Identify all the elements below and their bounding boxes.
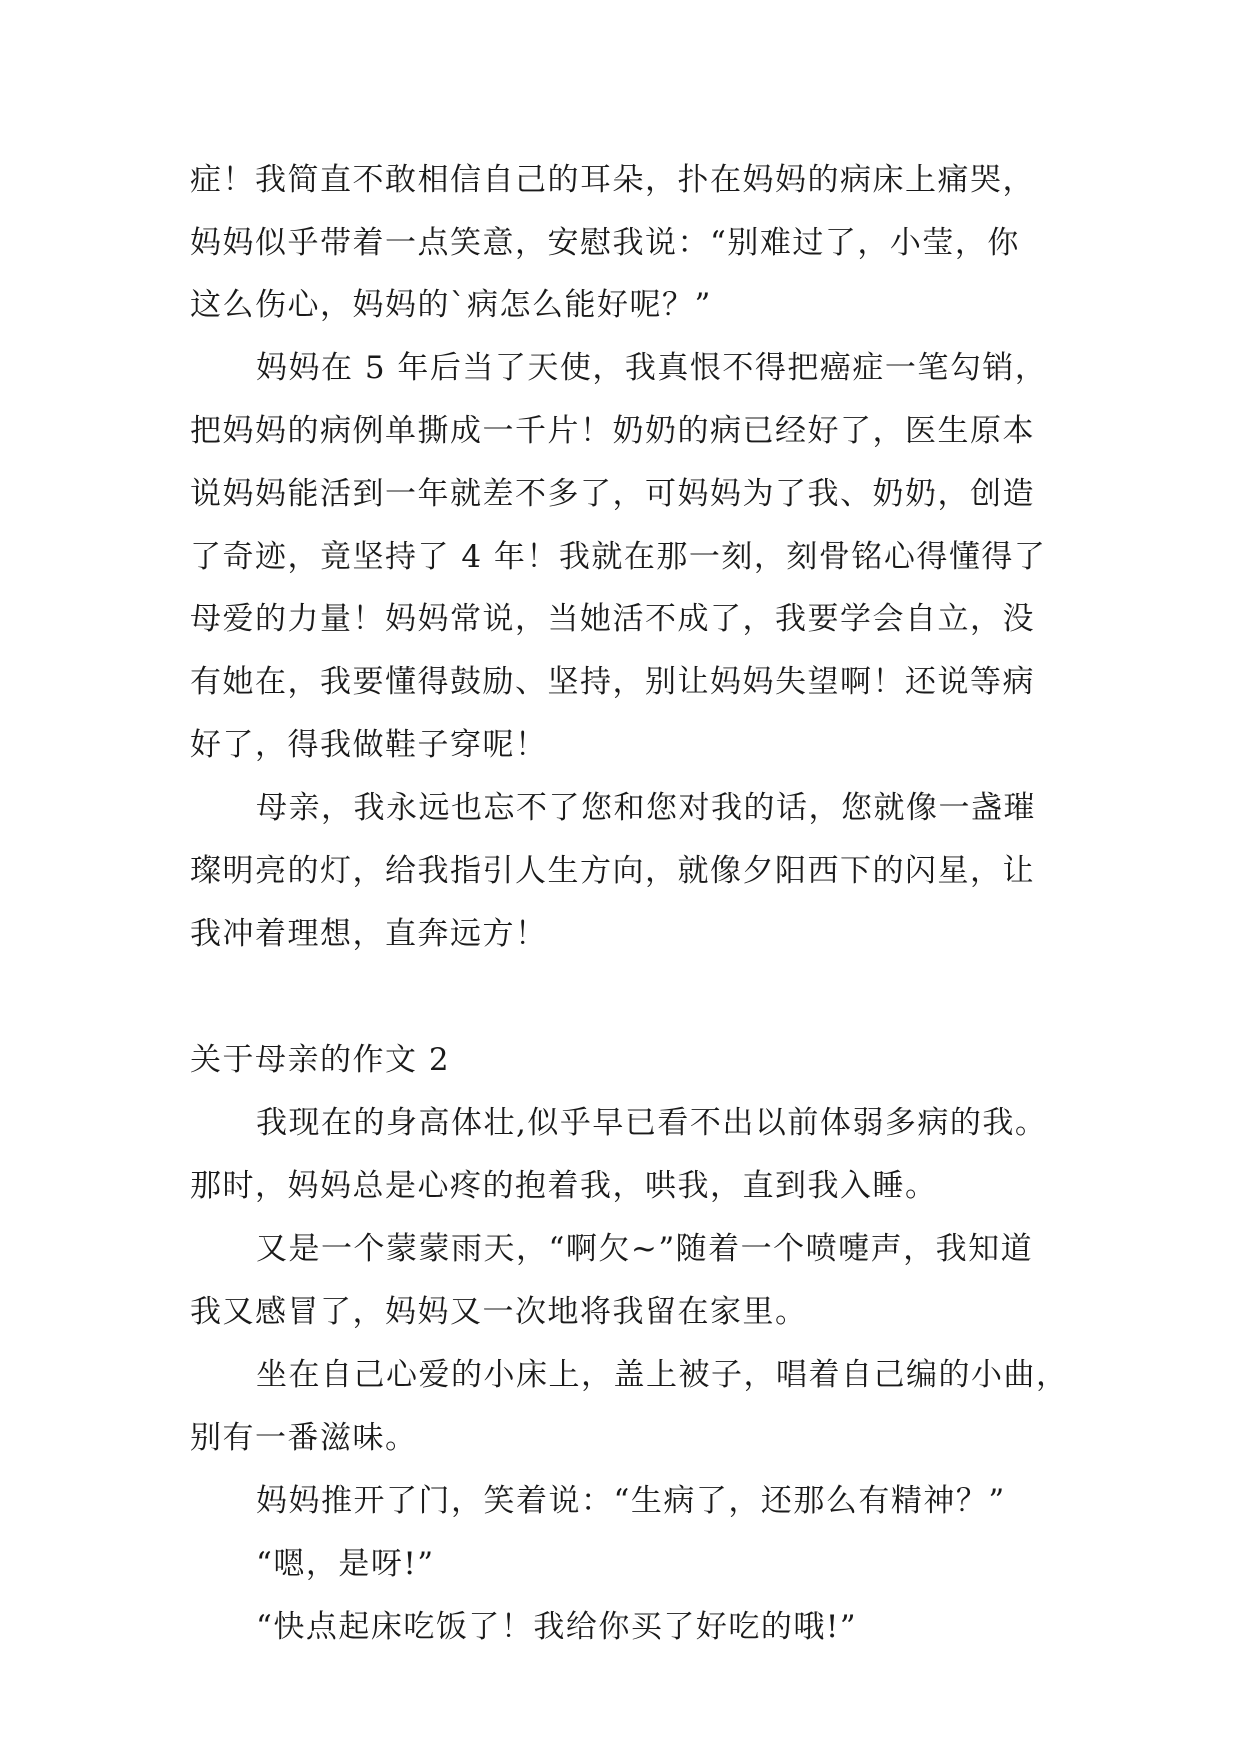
text-line: 说妈妈能活到一年就差不多了，可妈妈为了我、奶奶，创造 bbox=[190, 476, 1035, 512]
text-line: 母爱的力量！妈妈常说，当她活不成了，我要学会自立，没 bbox=[190, 601, 1035, 637]
text-line: 把妈妈的病例单撕成一千片！奶奶的病已经好了，医生原本 bbox=[190, 413, 1035, 449]
text-line: 那时，妈妈总是心疼的抱着我，哄我，直到我入睡。 bbox=[190, 1168, 938, 1204]
text-line: “快点起床吃饭了！我给你买了好吃的哦!” bbox=[256, 1609, 858, 1645]
text-line: 妈妈似乎带着一点笑意，安慰我说：“别难过了，小莹，你 bbox=[190, 225, 1020, 261]
text-line: 妈妈在 5 年后当了天使，我真恨不得把癌症一笔勾销， bbox=[256, 350, 1048, 386]
text-line: 我现在的身高体壮,似乎早已看不出以前体弱多病的我。 bbox=[256, 1105, 1048, 1141]
text-line: 璨明亮的灯，给我指引人生方向，就像夕阳西下的闪星，让 bbox=[190, 853, 1035, 889]
text-line: 了奇迹，竟坚持了 4 年！我就在那一刻，刻骨铭心得懂得了 bbox=[190, 539, 1047, 575]
text-line: 我又感冒了，妈妈又一次地将我留在家里。 bbox=[190, 1294, 808, 1330]
text-line: 又是一个蒙蒙雨天，“啊欠~”随着一个喷嚏声，我知道 bbox=[256, 1231, 1034, 1267]
text-line: 我冲着理想，直奔远方！ bbox=[190, 916, 548, 952]
text-line: 别有一番滋味。 bbox=[190, 1420, 418, 1456]
text-line: 这么伤心，妈妈的`病怎么能好呢？” bbox=[190, 287, 712, 323]
text-line: 妈妈推开了门，笑着说：“生病了，还那么有精神？” bbox=[256, 1483, 1006, 1519]
text-line: 母亲，我永远也忘不了您和您对我的话，您就像一盏璀 bbox=[256, 790, 1036, 826]
text-line: 好了，得我做鞋子穿呢！ bbox=[190, 727, 548, 763]
text-line: 症！我简直不敢相信自己的耳朵，扑在妈妈的病床上痛哭， bbox=[190, 162, 1035, 198]
text-line: “嗯，是呀!” bbox=[256, 1546, 435, 1582]
section-heading: 关于母亲的作文 2 bbox=[190, 1042, 451, 1078]
text-line: 有她在，我要懂得鼓励、坚持，别让妈妈失望啊！还说等病 bbox=[190, 664, 1035, 700]
text-line: 坐在自己心爱的小床上，盖上被子，唱着自己编的小曲， bbox=[256, 1357, 1069, 1393]
